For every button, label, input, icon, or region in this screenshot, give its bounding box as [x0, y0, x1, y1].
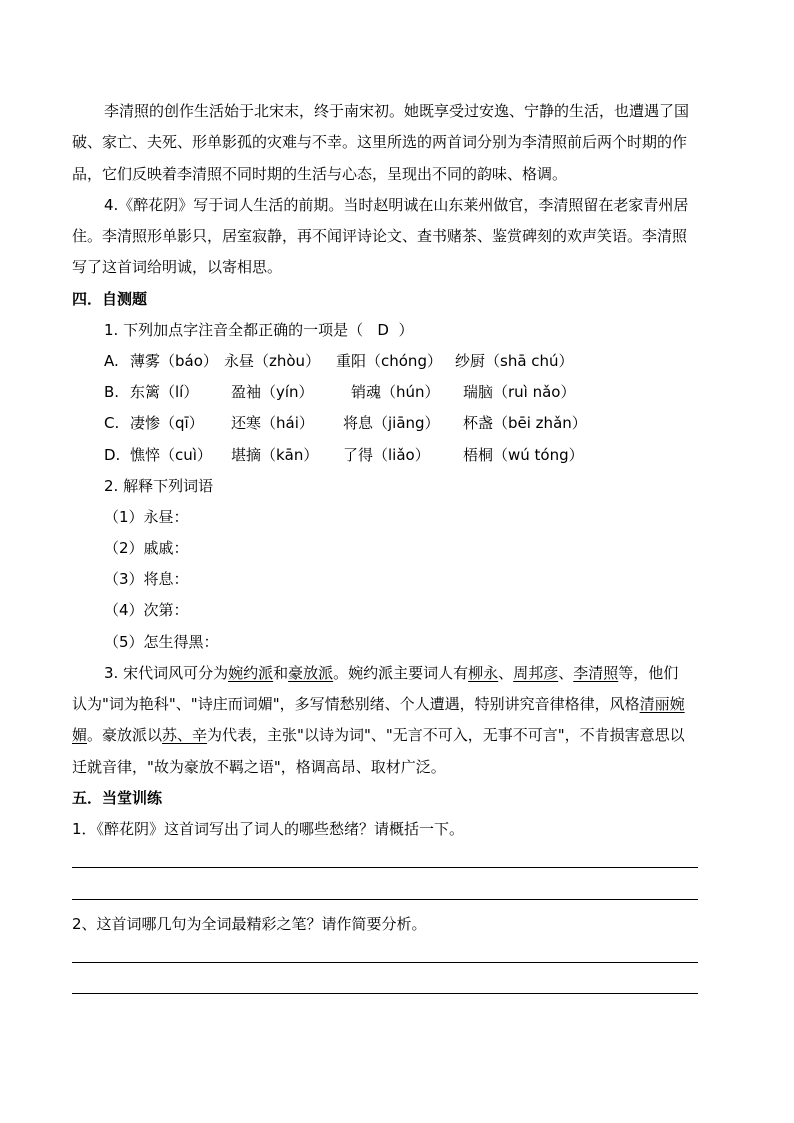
q2-item-1: （1）永昼：	[104, 508, 189, 526]
option-item: 杯盏（bēi zhǎn）	[463, 414, 587, 432]
q3-text: 和	[273, 664, 289, 682]
q3-text: 为代表，主张"以诗为词"、"无言不可入，无事不可言"，不肯损害意思以	[207, 726, 685, 744]
option-item: 东篱（lí）	[130, 383, 199, 401]
intro-line-3: 品，它们反映着李清照不同时期的生活与心态，呈现出不同的韵味、格调。	[72, 165, 568, 183]
answer-line[interactable]	[72, 899, 698, 900]
intro-line-2: 破、家亡、夫死、形单影孤的灾难与不幸。这里所选的两首词分别为李清照前后两个时期的作	[72, 133, 688, 151]
underlined-term: 婉约派	[228, 664, 274, 682]
underlined-term: 苏、辛	[162, 726, 208, 744]
q2-item-5: （5）怎生得黑：	[104, 633, 219, 651]
q3-text: 。豪放派以	[87, 726, 163, 744]
option-item: 永昼（zhòu）	[224, 352, 321, 370]
option-item: 纱厨（shā chú）	[455, 352, 574, 370]
option-letter: C.	[104, 414, 120, 432]
underlined-term: 豪放派	[288, 664, 334, 682]
q2-stem: 2. 解释下列词语	[104, 477, 214, 495]
q1-stem: 1. 下列加点字注音全都正确的一项是（ D ）	[104, 321, 414, 339]
section5-q1: 1．《醉花阴》这首词写出了词人的哪些愁绪？请概括一下。	[72, 820, 465, 838]
note4-line-2: 住。李清照形单影只，居室寂静，再不闻评诗论文、查书赌茶、鉴赏碑刻的欢声笑语。李清照	[72, 227, 688, 245]
option-item: 堪摘（kān）	[231, 446, 319, 464]
underlined-term: 媚	[72, 726, 88, 744]
q3-text: 、	[558, 664, 574, 682]
option-item: 凄惨（qī）	[130, 414, 204, 432]
q2-item-2: （2）戚戚：	[104, 539, 189, 557]
q3-line-1	[104, 663, 678, 683]
q3-line-4: 迁就音律，"故为豪放不羁之语"，格调高昂、取材广泛。	[72, 758, 446, 776]
section4-heading: 四．自测题	[72, 290, 148, 308]
option-letter: B.	[104, 383, 120, 401]
underlined-term: 李清照	[573, 664, 619, 682]
q2-item-3: （3）将息：	[104, 570, 189, 588]
answer-line[interactable]	[72, 867, 698, 868]
option-item: 憔悴（cuì）	[130, 446, 212, 464]
intro-line-1: 李清照的创作生活始于北宋末，终于南宋初。她既享受过安逸、宁静的生活，也遭遇了国	[104, 102, 690, 120]
section5-heading: 五．当堂训练	[72, 789, 163, 807]
note4-line-3: 写了这首词给明诚，以寄相思。	[72, 258, 283, 276]
option-letter: D.	[104, 446, 121, 464]
answer-line[interactable]	[72, 962, 698, 963]
underlined-term: 清丽婉	[639, 695, 685, 713]
option-item: 将息（jiāng）	[343, 414, 440, 432]
section5-q2: 2、这首词哪几句为全词最精彩之笔？请作简要分析。	[72, 915, 427, 933]
q3-text: 认为"词为艳科"、"诗庄而词媚"，多写情愁别绪、个人遭遇，特别讲究音律格律，风格	[72, 695, 640, 713]
option-item: 瑞脑（ruì nǎo）	[463, 383, 576, 401]
q3-text: 。婉约派主要词人有	[333, 664, 469, 682]
q3-text: 3. 宋代词风可分为	[104, 664, 229, 682]
q3-text: 等，他们	[618, 664, 679, 682]
option-letter: A.	[104, 352, 119, 370]
option-item: 薄雾（báo）	[130, 352, 218, 370]
option-item: 还寒（hái）	[231, 414, 314, 432]
q3-text: 、	[498, 664, 514, 682]
option-item: 销魂（hún）	[351, 383, 440, 401]
option-item: 重阳（chóng）	[336, 352, 442, 370]
q2-item-4: （4）次第：	[104, 601, 189, 619]
answer-line[interactable]	[72, 993, 698, 994]
option-item: 了得（liǎo）	[343, 446, 430, 464]
q3-line-2	[72, 694, 685, 714]
option-item: 梧桐（wú tóng）	[463, 446, 584, 464]
underlined-term: 柳永	[468, 664, 499, 682]
note4-line-1: 4.《醉花阴》写于词人生活的前期。当时赵明诚在山东莱州做官，李清照留在老家青州居	[104, 196, 689, 214]
q3-line-3	[72, 725, 685, 745]
option-item: 盈袖（yín）	[231, 383, 314, 401]
underlined-term: 周邦彦	[513, 664, 559, 682]
